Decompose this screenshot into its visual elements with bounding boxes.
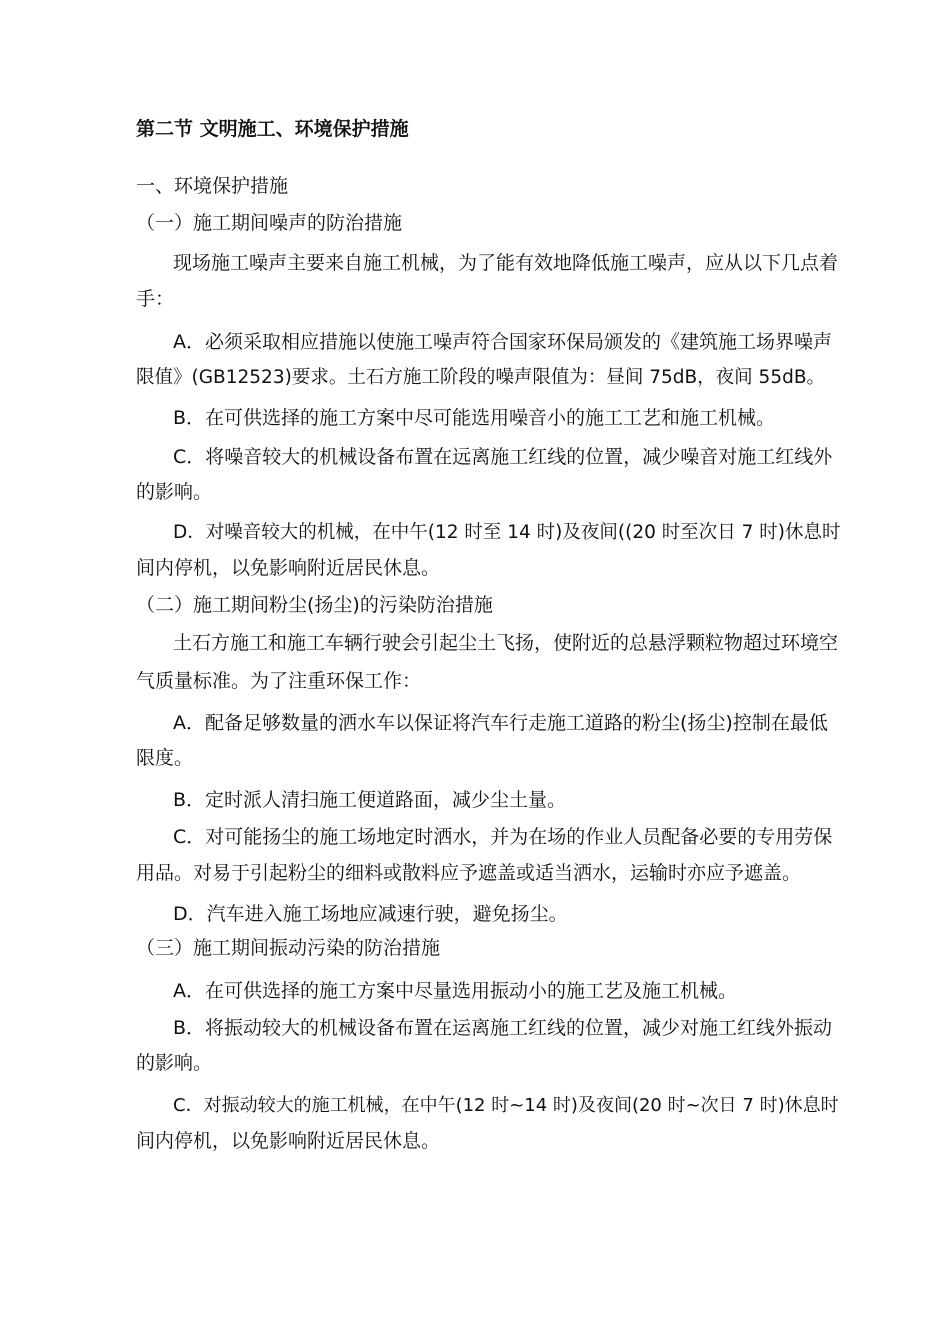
paragraph-noise-intro-line1: 现场施工噪声主要来自施工机械，为了能有效地降低施工噪声，应从以下几点着 bbox=[173, 252, 839, 274]
noise-item-d-line1: D．对噪音较大的机械，在中午(12 时至 14 时)及夜间((20 时至次日 7 时)休息时 bbox=[173, 522, 841, 543]
noise-item-a-line2: 限值》(GB12523)要求。土石方施工阶段的噪声限值为：昼间 75dB，夜间 55dB。 bbox=[136, 367, 826, 388]
vibration-item-a-line1: A．在可供选择的施工方案中尽量选用振动小的施工艺及施工机械。 bbox=[173, 980, 737, 1002]
noise-item-b-line1: B．在可供选择的施工方案中尽可能选用噪音小的施工工艺和施工机械。 bbox=[173, 407, 776, 429]
noise-item-d-line2: 间内停机，以免影响附近居民休息。 bbox=[136, 557, 441, 579]
vibration-item-c-line2: 间内停机，以免影响附近居民休息。 bbox=[136, 1130, 441, 1152]
paragraph-dust-intro-line1: 土石方施工和施工车辆行驶会引起尘土飞扬，使附近的总悬浮颗粒物超过环境空 bbox=[173, 632, 839, 654]
noise-item-a-line1: A．必须采取相应措施以使施工噪声符合国家环保局颁发的《建筑施工场界噪声 bbox=[173, 331, 832, 353]
vibration-item-c-line1: C．对振动较大的施工机械，在中午(12 时~14 时)及夜间(20 时~次日 7 时)休息时 bbox=[173, 1095, 839, 1116]
subheading-vibration: （三）施工期间振动污染的防治措施 bbox=[136, 937, 441, 959]
subheading-noise: （一）施工期间噪声的防治措施 bbox=[136, 212, 403, 234]
dust-item-b-line1: B．定时派人清扫施工便道路面，减少尘土量。 bbox=[173, 789, 567, 811]
dust-item-c-line1: C．对可能扬尘的施工场地定时洒水，并为在场的作业人员配备必要的专用劳保 bbox=[173, 826, 833, 848]
paragraph-noise-intro-line2: 手： bbox=[136, 288, 175, 310]
dust-item-a-line1: A．配备足够数量的洒水车以保证将汽车行走施工道路的粉尘(扬尘)控制在最低 bbox=[173, 712, 828, 734]
part-heading-environment: 一、环境保护措施 bbox=[136, 175, 289, 197]
dust-item-a-line2: 限度。 bbox=[136, 747, 194, 769]
subheading-dust: （二）施工期间粉尘(扬尘)的污染防治措施 bbox=[136, 594, 493, 616]
noise-item-c-line1: C．将噪音较大的机械设备布置在远离施工红线的位置，减少噪音对施工红线外 bbox=[173, 446, 833, 468]
dust-item-d-line1: D．汽车进入施工场地应减速行驶，避免扬尘。 bbox=[173, 903, 568, 925]
paragraph-dust-intro-line2: 气质量标准。为了注重环保工作： bbox=[136, 670, 422, 692]
section-title: 第二节 文明施工、环境保护措施 bbox=[136, 118, 409, 140]
dust-item-c-line2: 用品。对易于引起粉尘的细料或散料应予遮盖或适当洒水，运输时亦应予遮盖。 bbox=[136, 862, 802, 884]
vibration-item-b-line2: 的影响。 bbox=[136, 1052, 213, 1074]
noise-item-c-line2: 的影响。 bbox=[136, 481, 213, 503]
vibration-item-b-line1: B．将振动较大的机械设备布置在运离施工红线的位置，减少对施工红线外振动 bbox=[173, 1017, 833, 1039]
